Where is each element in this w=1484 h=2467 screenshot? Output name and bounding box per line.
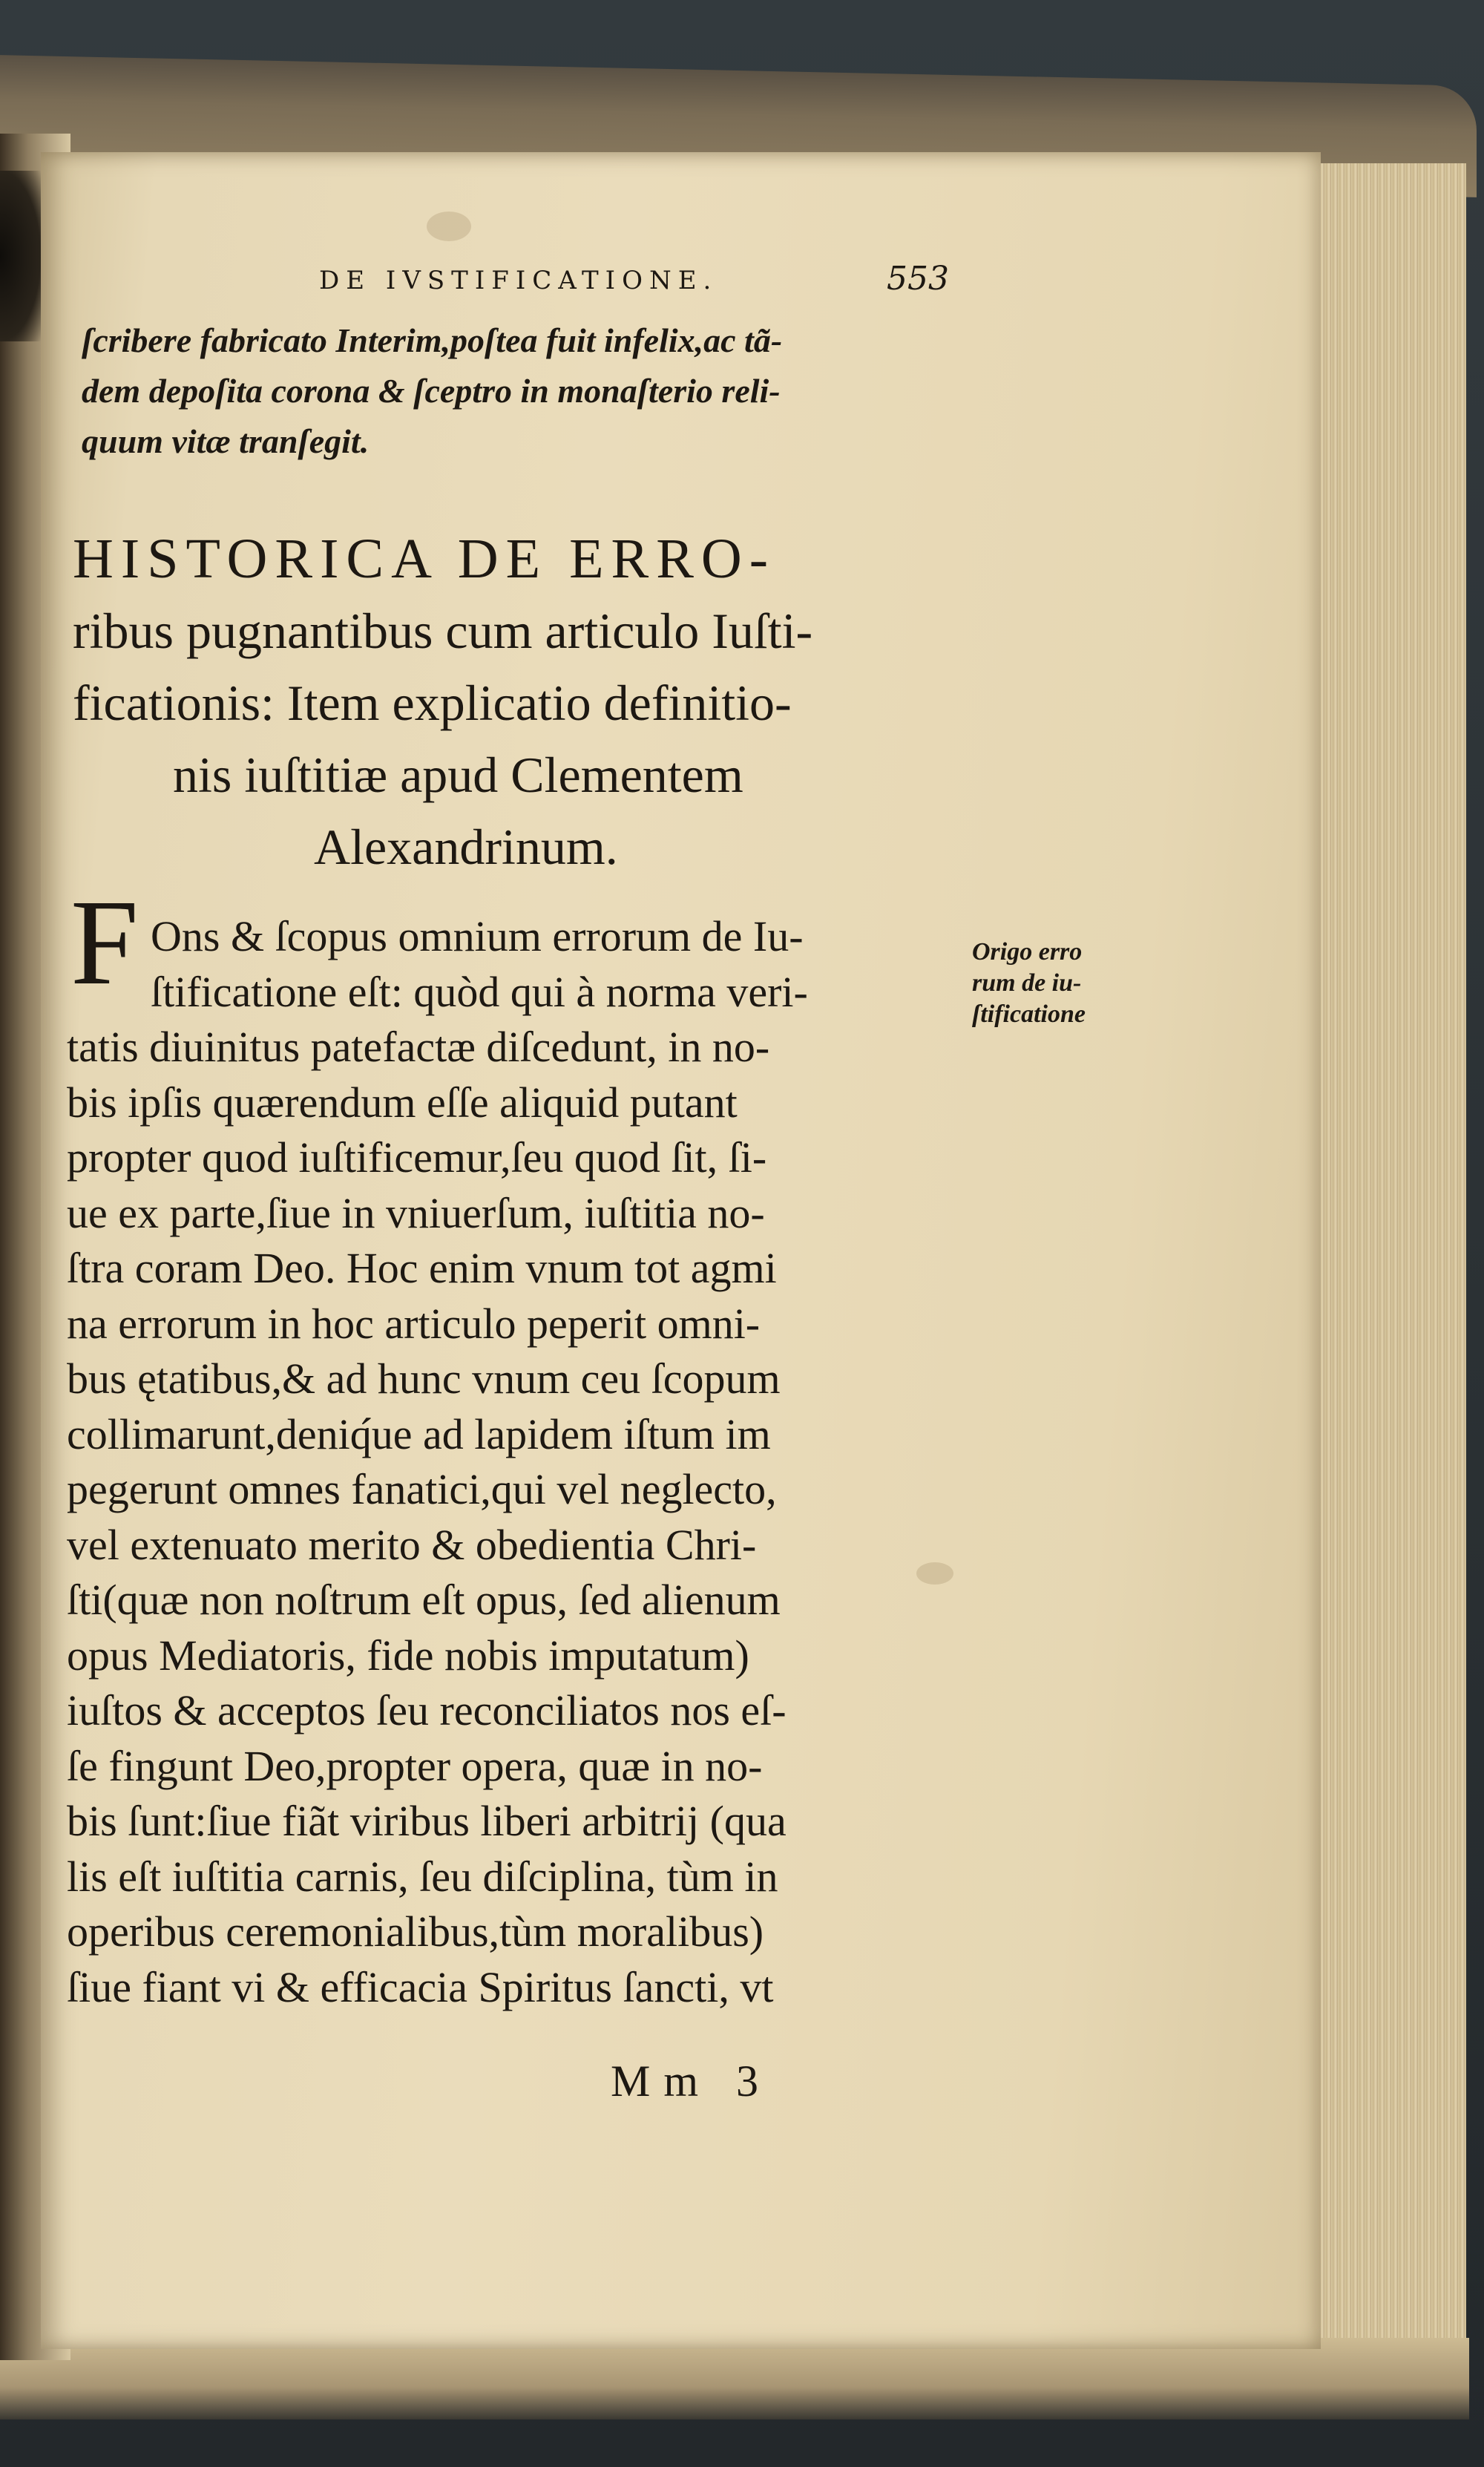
text-line: bis ipſis quærendum eſſe aliquid putant [67, 1078, 738, 1127]
book-fore-edge [1313, 163, 1466, 2375]
heading-line: ribus pugnantibus cum articulo Iuſti- [73, 603, 813, 659]
text-line: ſti(quæ non noſtrum eſt opus, ſed alienum [67, 1576, 781, 1624]
text-line: quum vitæ tranſegit. [82, 422, 370, 460]
foxing-spot [916, 1562, 953, 1585]
text-line: dem depoſita corona & ſceptro in monaſterio reli- [82, 372, 781, 410]
note-line: Origo erro [972, 938, 1083, 966]
text-line: pegerunt omnes fanatici,qui vel neglecto, [67, 1465, 777, 1513]
heading-line: ficationis: Item explicatio definitio- [73, 675, 792, 731]
text-line: ſe fingunt Deo,propter opera, quæ in no- [67, 1741, 763, 1790]
running-title: DE IVSTIFICATIONE. [319, 266, 718, 295]
page-number: 553 [887, 260, 949, 298]
signature-mark: Mm 3 [611, 2057, 772, 2106]
book-bottom-edge [0, 2338, 1469, 2420]
heading-line: HISTORICA DE ERRO- [73, 528, 776, 590]
gutter-shadow [0, 171, 41, 341]
text-line: propter quod iuſtificemur,ſeu quod ſit, ſi- [67, 1133, 767, 1182]
note-line: ſtificatione [972, 1000, 1086, 1028]
text-line: na errorum in hoc articulo peperit omni- [67, 1299, 761, 1348]
note-line: rum de iu- [972, 969, 1082, 997]
text-line: iuſtos & acceptos ſeu reconciliatos nos eſ- [67, 1686, 787, 1734]
text-line: vel extenuato merito & obedientia Chri- [67, 1520, 757, 1569]
text-line: ſiue fiant vi & efficacia Spiritus ſancti, vt [67, 1962, 774, 2011]
text-line: tatis diuinitus patefactæ diſcedunt, in no- [67, 1023, 770, 1071]
carryover-paragraph [82, 315, 782, 467]
marginal-note [972, 937, 1086, 1030]
text-line: ue ex parte,ſiue in vniuerſum, iuſtitia no- [67, 1188, 765, 1237]
text-line: Ons & ſcopus omnium errorum de Iu- [151, 912, 804, 960]
foxing-spot [427, 212, 471, 241]
section-heading [73, 523, 812, 883]
text-line: operibus ceremonialibus,tùm moralibus) [67, 1907, 764, 1956]
text-line: lis eſt iuſtitia carnis, ſeu diſciplina, tùm in [67, 1852, 778, 1901]
text-line: opus Mediatoris, fide nobis imputatum) [67, 1631, 749, 1680]
text-line: collimarunt,deniq́ue ad lapidem iſtum im [67, 1409, 771, 1458]
text-line: ſcribere fabricato Interim,poſtea fuit infelix,ac tã- [82, 321, 783, 359]
drop-cap: F [70, 874, 139, 1010]
heading-line: nis iuſtitiæ apud Clementem [173, 747, 743, 803]
body-paragraph [67, 909, 808, 2015]
heading-line: Alexandrinum. [314, 819, 618, 875]
text-line: bis ſunt:ſiue fiãt viribus liberi arbitrij (qua [67, 1797, 787, 1845]
text-line: bus ętatibus,& ad hunc vnum ceu ſcopum [67, 1354, 781, 1403]
text-line: ſtificatione eſt: quòd qui à norma veri- [151, 967, 808, 1016]
text-line: ſtra coram Deo. Hoc enim vnum tot agmi [67, 1244, 777, 1292]
